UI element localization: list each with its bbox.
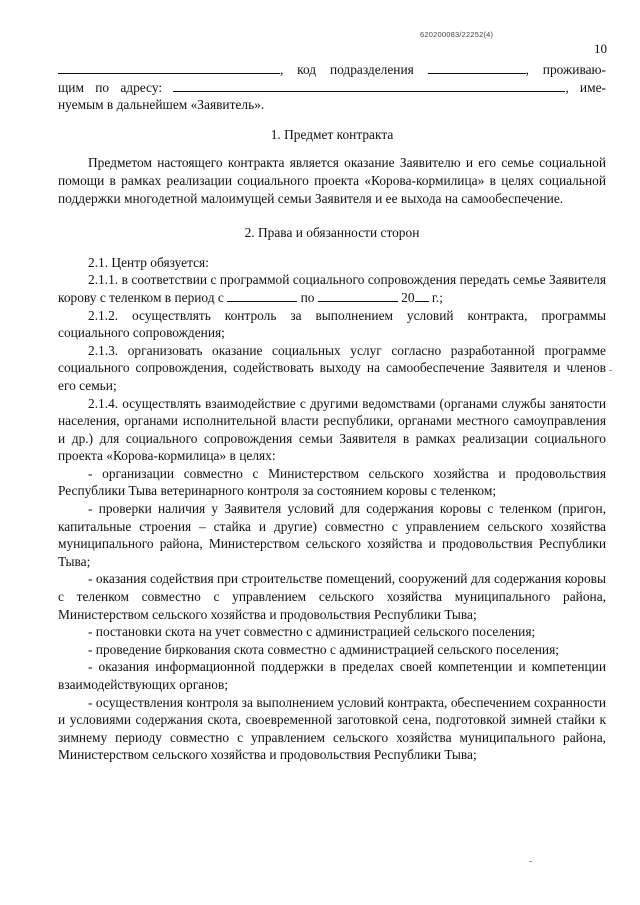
bullet-item: - постановки скота на учет совместно с администрацией сельского поселения;: [88, 624, 536, 640]
blank-field-date-to: [318, 289, 398, 302]
clause-2-1-title: 2.1. Центр обязуется:: [88, 254, 209, 270]
blank-field-division-code: [428, 61, 526, 74]
scan-speck: [529, 861, 532, 862]
section-1-paragraph: Предметом настоящего контракта является оказание Заявителю и его семье социальной помощи в рамках реализации социального проекта «Корова-кормилица» в целях социальной поддержки многодетной малоимущей семьи Заявителя и ее выхода на самообеспечение.: [58, 155, 606, 206]
bullet-item: - оказания информационной поддержки в пределах своей компетенции и компетенции взаимодействующих органов;: [58, 659, 606, 692]
intro-block: [58, 61, 606, 114]
bullet-item: - осуществления контроля за выполнением условий контракта, обеспечением сохранности и условиями содержания скота, своевременной заготовкой сена, подготовкой зимней стайки к зимнему периоду совместно с управлением сельского хозяйства муниципального района, Министерством сельского хозяйства и продовольствия Республики Тыва;: [58, 694, 606, 763]
page-number: 10: [594, 41, 607, 56]
intro-line-2: щим по адресу: , име-: [58, 79, 606, 95]
bullet-item: - организации совместно с Министерством сельского хозяйства и продовольствия Республики Тыва ветеринарного контроля за состоянием коровы с теленком;: [58, 465, 606, 499]
clause-2-1-4: 2.1.4. осуществлять взаимодействие с другими ведомствами (органами службы занятости населения, органами исполнительной власти республики, органами местного самоуправления и др.) для социального сопровождения семьи Заявителя в рамках реализации социального проекта «Корова-кормилица» в целях:: [58, 395, 606, 464]
blank-field-date-from: [227, 289, 297, 302]
blank-field-address: [173, 79, 565, 92]
blank-field-name: [58, 61, 280, 74]
clause-2-1-2: 2.1.2. осуществлять контроль за выполнением условий контракта, программы социального сопровождения;: [58, 307, 606, 341]
bullet-item: - проведение биркования скота совместно с администрацией сельского поселения;: [88, 641, 559, 657]
section-1-heading: 1. Предмет контракта: [270, 126, 394, 142]
section-2-heading: 2. Права и обязанности сторон: [244, 225, 420, 241]
clause-2-1-1: 2.1.1. в соответствии с программой социального сопровождения передать семье Заявителя корову с теленком в период с по 20 г.;: [58, 272, 606, 305]
intro-line-1: , код подразделения , проживаю-: [58, 61, 606, 79]
intro-line-3: нуемым в дальнейшем «Заявитель».: [58, 97, 265, 113]
bullet-item: - проверки наличия у Заявителя условий для содержания коровы с теленком (пригон, капитальные строения – стайка и другие) совместно с управлением сельского хозяйства муниципального района, Министерством сельского хозяйства и продовольствия Республики Тыва;: [58, 501, 606, 569]
blank-field-year: [415, 289, 429, 302]
bullet-item: - оказания содействия при строительстве помещений, сооружений для содержания коровы с теленком совместно с управлением сельского хозяйства муниципального района, Министерством сельского хозяйства и продовольствия Республики Тыва;: [58, 571, 606, 622]
scan-speck: [609, 370, 612, 371]
clause-2-1-3: 2.1.3. организовать оказание социальных услуг согласно разработанной программе социального сопровождения, содействовать выходу на самообеспечение Заявителя и членов его семьи;: [58, 342, 606, 393]
document-body: [58, 61, 606, 764]
document-code: 620200083/22252(4): [420, 30, 494, 39]
